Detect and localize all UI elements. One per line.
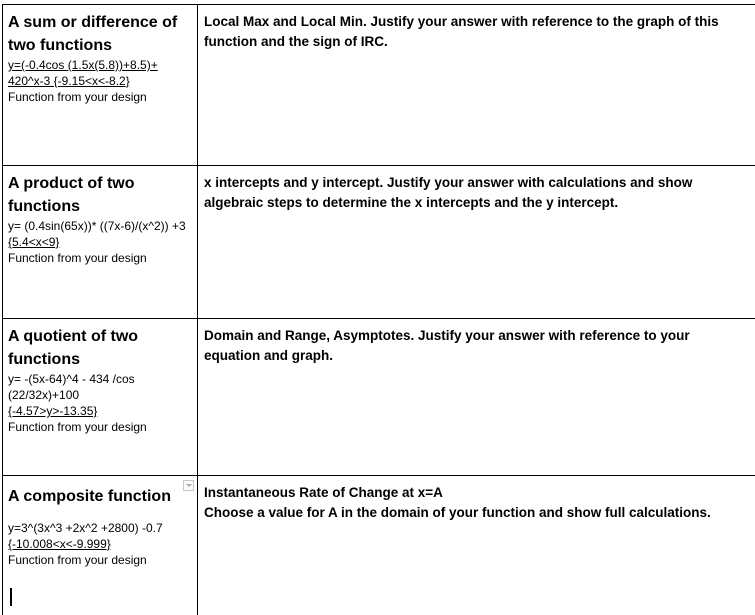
chevron-down-icon <box>186 484 192 487</box>
equation-line: y=3^(3x^3 +2x^2 +2800) -0.7 <box>8 521 163 535</box>
equation-line: {-10.008<x<-9.999} <box>8 537 111 551</box>
task-instruction: Choose a value for A in the domain of your function and show full calculations. <box>204 505 711 520</box>
function-note: Function from your design <box>8 553 147 567</box>
task-instruction: Local Max and Local Min. Justify your answer with reference to the graph of this function and the sign of IRC. <box>204 14 719 49</box>
function-note: Function from your design <box>8 420 147 434</box>
cell-dropdown-button[interactable] <box>183 480 194 491</box>
table-row-sum-difference <box>2 4 755 165</box>
table-row-composite <box>2 475 755 615</box>
function-note: Function from your design <box>8 90 147 104</box>
assignment-table <box>2 4 755 615</box>
task-instruction-title: Instantaneous Rate of Change at x=A <box>204 485 443 500</box>
equation-line: 420^x-3 {-9.15<x<-8.2} <box>8 74 130 88</box>
function-cell[interactable] <box>2 476 198 615</box>
function-type-heading: A composite function <box>8 488 171 505</box>
function-type-heading: A sum or difference of two functions <box>8 14 178 54</box>
equation-line: (22/32x)+100 <box>8 388 80 402</box>
task-cell[interactable] <box>198 476 755 615</box>
function-cell[interactable] <box>2 166 198 318</box>
function-cell[interactable] <box>2 319 198 475</box>
function-note: Function from your design <box>8 251 147 265</box>
equation-line: y= (0.4sin(65x))* ((7x-6)/(x^2)) +3 <box>8 219 186 233</box>
task-cell[interactable] <box>198 166 755 318</box>
task-instruction: Domain and Range, Asymptotes. Justify your answer with reference to your equation and graph. <box>204 328 690 363</box>
task-cell[interactable] <box>198 319 755 475</box>
equation-line: y= -(5x-64)^4 - 434 /cos <box>8 372 135 386</box>
task-instruction: x intercepts and y intercept. Justify your answer with calculations and show algebraic steps to determine the x intercepts and the y intercept. <box>204 175 693 210</box>
function-type-heading: A quotient of two functions <box>8 328 139 368</box>
table-row-quotient <box>2 318 755 475</box>
text-cursor <box>10 588 12 606</box>
equation-line: {-4.57>y>-13.35} <box>8 404 98 418</box>
function-cell[interactable] <box>2 5 198 165</box>
function-type-heading: A product of two functions <box>8 175 135 215</box>
spacer <box>8 508 192 520</box>
equation-line: {5.4<x<9} <box>8 235 60 249</box>
table-row-product <box>2 165 755 318</box>
task-cell[interactable] <box>198 5 755 165</box>
equation-line: y=(-0.4cos (1.5x(5.8))+8.5)+ <box>8 58 158 72</box>
